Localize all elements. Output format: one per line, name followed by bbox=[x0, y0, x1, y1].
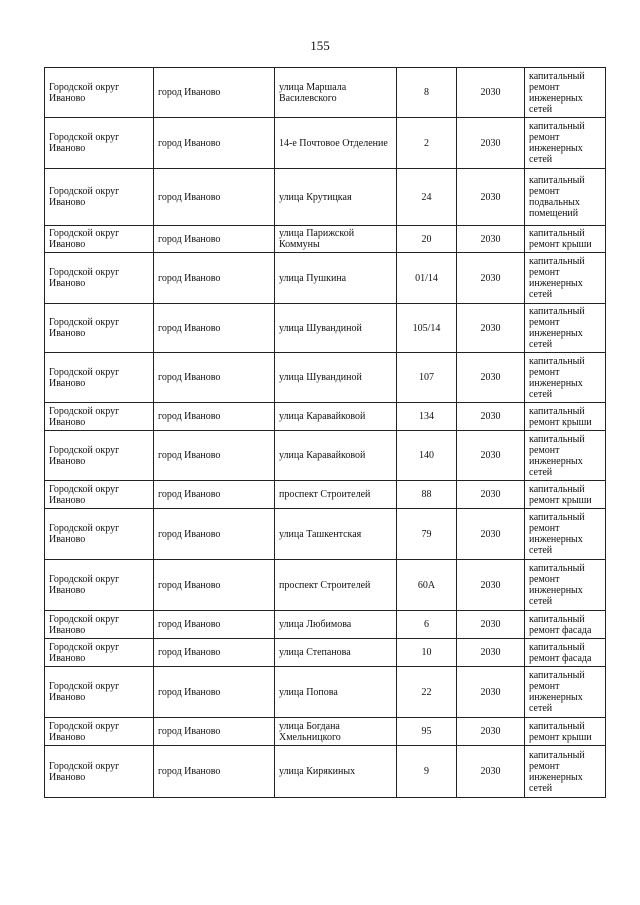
year-cell: 2030 bbox=[457, 118, 525, 169]
table-row bbox=[45, 718, 606, 746]
street-cell: улица Попова bbox=[275, 667, 397, 718]
work-type-cell: капитальный ремонт крыши bbox=[525, 226, 606, 253]
okrug-cell: Городской округ Иваново bbox=[45, 667, 154, 718]
work-type-cell: капитальный ремонт инженерных сетей bbox=[525, 431, 606, 481]
city-cell: город Иваново bbox=[154, 667, 275, 718]
work-type-cell: капитальный ремонт инженерных сетей bbox=[525, 667, 606, 718]
work-type-cell: капитальный ремонт инженерных сетей bbox=[525, 118, 606, 169]
street-cell: улица Каравайковой bbox=[275, 403, 397, 431]
work-type-cell: капитальный ремонт инженерных сетей bbox=[525, 509, 606, 560]
work-type-cell: капитальный ремонт фасада bbox=[525, 639, 606, 667]
street-cell: улица Пушкина bbox=[275, 253, 397, 304]
city-cell: город Иваново bbox=[154, 353, 275, 403]
year-cell: 2030 bbox=[457, 226, 525, 253]
work-type-cell: капитальный ремонт крыши bbox=[525, 481, 606, 509]
house-cell: 01/14 bbox=[397, 253, 457, 304]
table-row bbox=[45, 169, 606, 226]
city-cell: город Иваново bbox=[154, 509, 275, 560]
house-cell: 6 bbox=[397, 611, 457, 639]
year-cell: 2030 bbox=[457, 718, 525, 746]
okrug-cell: Городской округ Иваново bbox=[45, 431, 154, 481]
year-cell: 2030 bbox=[457, 639, 525, 667]
table-row bbox=[45, 68, 606, 118]
house-cell: 20 bbox=[397, 226, 457, 253]
city-cell: город Иваново bbox=[154, 481, 275, 509]
city-cell: город Иваново bbox=[154, 169, 275, 226]
street-cell: улица Парижской Коммуны bbox=[275, 226, 397, 253]
city-cell: город Иваново bbox=[154, 304, 275, 353]
year-cell: 2030 bbox=[457, 68, 525, 118]
house-cell: 8 bbox=[397, 68, 457, 118]
street-cell: улица Ташкентская bbox=[275, 509, 397, 560]
city-cell: город Иваново bbox=[154, 560, 275, 611]
city-cell: город Иваново bbox=[154, 68, 275, 118]
repair-schedule-table bbox=[44, 67, 606, 798]
work-type-cell: капитальный ремонт инженерных сетей bbox=[525, 746, 606, 798]
year-cell: 2030 bbox=[457, 304, 525, 353]
okrug-cell: Городской округ Иваново bbox=[45, 718, 154, 746]
okrug-cell: Городской округ Иваново bbox=[45, 481, 154, 509]
street-cell: улица Каравайковой bbox=[275, 431, 397, 481]
okrug-cell: Городской округ Иваново bbox=[45, 68, 154, 118]
city-cell: город Иваново bbox=[154, 403, 275, 431]
okrug-cell: Городской округ Иваново bbox=[45, 746, 154, 798]
table-row bbox=[45, 667, 606, 718]
street-cell: улица Крутицкая bbox=[275, 169, 397, 226]
city-cell: город Иваново bbox=[154, 253, 275, 304]
street-cell: улица Шувандиной bbox=[275, 304, 397, 353]
year-cell: 2030 bbox=[457, 560, 525, 611]
table-row bbox=[45, 431, 606, 481]
city-cell: город Иваново bbox=[154, 746, 275, 798]
city-cell: город Иваново bbox=[154, 226, 275, 253]
page-number: 155 bbox=[310, 38, 330, 53]
work-type-cell: капитальный ремонт фасада bbox=[525, 611, 606, 639]
okrug-cell: Городской округ Иваново bbox=[45, 639, 154, 667]
work-type-cell: капитальный ремонт инженерных сетей bbox=[525, 253, 606, 304]
house-cell: 88 bbox=[397, 481, 457, 509]
okrug-cell: Городской округ Иваново bbox=[45, 560, 154, 611]
work-type-cell: капитальный ремонт крыши bbox=[525, 718, 606, 746]
street-cell: улица Любимова bbox=[275, 611, 397, 639]
table-row bbox=[45, 611, 606, 639]
year-cell: 2030 bbox=[457, 169, 525, 226]
table-row bbox=[45, 560, 606, 611]
table-row bbox=[45, 304, 606, 353]
street-cell: улица Кирякиных bbox=[275, 746, 397, 798]
year-cell: 2030 bbox=[457, 253, 525, 304]
city-cell: город Иваново bbox=[154, 718, 275, 746]
street-cell: улица Шувандиной bbox=[275, 353, 397, 403]
street-cell: проспект Строителей bbox=[275, 481, 397, 509]
work-type-cell: капитальный ремонт подвальных помещений bbox=[525, 169, 606, 226]
house-cell: 107 bbox=[397, 353, 457, 403]
house-cell: 95 bbox=[397, 718, 457, 746]
year-cell: 2030 bbox=[457, 746, 525, 798]
okrug-cell: Городской округ Иваново bbox=[45, 118, 154, 169]
table-row bbox=[45, 353, 606, 403]
year-cell: 2030 bbox=[457, 509, 525, 560]
city-cell: город Иваново bbox=[154, 639, 275, 667]
year-cell: 2030 bbox=[457, 403, 525, 431]
year-cell: 2030 bbox=[457, 667, 525, 718]
table-row bbox=[45, 118, 606, 169]
house-cell: 134 bbox=[397, 403, 457, 431]
work-type-cell: капитальный ремонт инженерных сетей bbox=[525, 353, 606, 403]
house-cell: 2 bbox=[397, 118, 457, 169]
year-cell: 2030 bbox=[457, 611, 525, 639]
house-cell: 60А bbox=[397, 560, 457, 611]
city-cell: город Иваново bbox=[154, 611, 275, 639]
table-row bbox=[45, 403, 606, 431]
table-row bbox=[45, 253, 606, 304]
house-cell: 10 bbox=[397, 639, 457, 667]
okrug-cell: Городской округ Иваново bbox=[45, 403, 154, 431]
work-type-cell: капитальный ремонт инженерных сетей bbox=[525, 68, 606, 118]
year-cell: 2030 bbox=[457, 481, 525, 509]
street-cell: проспект Строителей bbox=[275, 560, 397, 611]
house-cell: 24 bbox=[397, 169, 457, 226]
house-cell: 22 bbox=[397, 667, 457, 718]
okrug-cell: Городской округ Иваново bbox=[45, 611, 154, 639]
year-cell: 2030 bbox=[457, 431, 525, 481]
table-row bbox=[45, 639, 606, 667]
table-row bbox=[45, 481, 606, 509]
house-cell: 79 bbox=[397, 509, 457, 560]
street-cell: улица Богдана Хмельницкого bbox=[275, 718, 397, 746]
work-type-cell: капитальный ремонт инженерных сетей bbox=[525, 304, 606, 353]
work-type-cell: капитальный ремонт крыши bbox=[525, 403, 606, 431]
city-cell: город Иваново bbox=[154, 118, 275, 169]
table-body bbox=[45, 68, 606, 798]
table-row bbox=[45, 226, 606, 253]
street-cell: 14-е Почтовое Отделение bbox=[275, 118, 397, 169]
table-row bbox=[45, 509, 606, 560]
table-row bbox=[45, 746, 606, 798]
okrug-cell: Городской округ Иваново bbox=[45, 509, 154, 560]
house-cell: 9 bbox=[397, 746, 457, 798]
street-cell: улица Маршала Василевского bbox=[275, 68, 397, 118]
house-cell: 105/14 bbox=[397, 304, 457, 353]
street-cell: улица Степанова bbox=[275, 639, 397, 667]
okrug-cell: Городской округ Иваново bbox=[45, 226, 154, 253]
okrug-cell: Городской округ Иваново bbox=[45, 353, 154, 403]
okrug-cell: Городской округ Иваново bbox=[45, 253, 154, 304]
okrug-cell: Городской округ Иваново bbox=[45, 169, 154, 226]
city-cell: город Иваново bbox=[154, 431, 275, 481]
year-cell: 2030 bbox=[457, 353, 525, 403]
house-cell: 140 bbox=[397, 431, 457, 481]
work-type-cell: капитальный ремонт инженерных сетей bbox=[525, 560, 606, 611]
okrug-cell: Городской округ Иваново bbox=[45, 304, 154, 353]
